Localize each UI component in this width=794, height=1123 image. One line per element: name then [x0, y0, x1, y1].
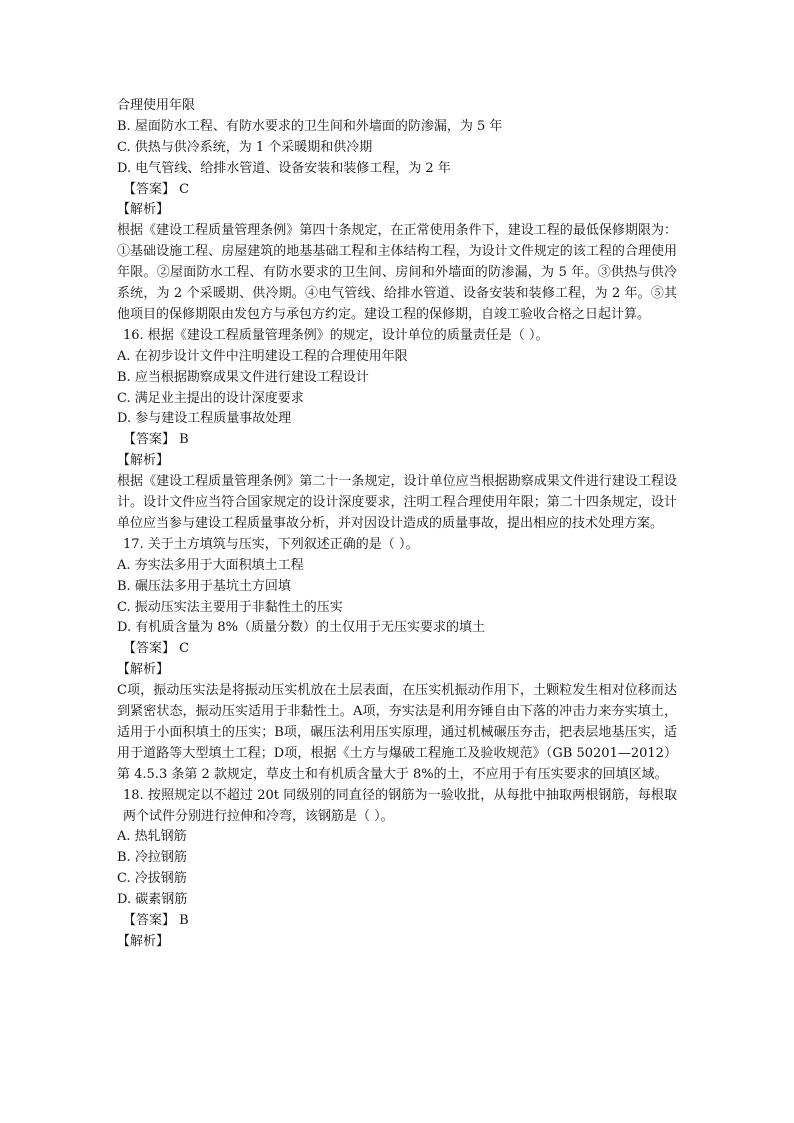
option-c: C. 冷拔钢筋 [117, 871, 187, 887]
answer: 【答案】 B [123, 912, 189, 928]
question-continuation: 合理使用年限 [117, 98, 196, 113]
question-text: 16. 根据《建设工程质量管理条例》的规定，设计单位的质量责任是（ ）。 [123, 327, 549, 343]
question-text: 18. 按照规定以不超过 20t 同级别的同直径的钢筋为一验收批，从每批中抽取两根钢筋，每根取两个试件分别进行拉伸和冷弯，该钢筋是（ ）。 [123, 787, 677, 824]
option-a: A. 热轧钢筋 [117, 829, 187, 845]
analysis-label: 【解析】 [117, 933, 170, 949]
option-d: D. 参与建设工程质量事故处理 [117, 411, 292, 427]
option-a: A. 夯实法多用于大面积填土工程 [117, 557, 304, 573]
option-b: B. 应当根据勘察成果文件进行建设工程设计 [117, 369, 369, 385]
analysis-label: 【解析】 [117, 662, 170, 678]
option-c: C. 满足业主提出的设计深度要求 [117, 390, 304, 406]
option-b: B. 碾压法多用于基坑土方回填 [117, 578, 291, 594]
analysis-label: 【解析】 [117, 202, 170, 218]
option-d: D. 碳素钢筋 [117, 892, 188, 908]
option-d: D. 有机质含量为 8%（质量分数）的土仅用于无压实要求的填土 [117, 620, 485, 636]
analysis-text: C项，振动压实法是将振动压实机放在土层表面，在压实机振动作用下，土颗粒发生相对位移而达到紧密状态，振动压实适用于非黏性土。A项，夯实法是利用夯锤自由下落的冲击力来夯实填土，适用于小面积填土的压实；B项，碾压法利用压实原理，通过机械碾压夯击，把表层地基压实，适用于道路等大型填土工程；D项，根据《土方与爆破工程施工及验收规范》（GB 50201—2012）第 4.5.3 条第 2 款规定，草皮土和有机质含量大于 8%的土，不应用于有压实要求的回填区域。 [117, 683, 677, 782]
document-page [117, 96, 677, 953]
option-c: C. 供热与供冷系统，为 1 个采暖期和供冷期 [117, 139, 373, 155]
option-b: B. 冷拉钢筋 [117, 850, 187, 866]
option-d: D. 电气管线、给排水管道、设备安装和装修工程，为 2 年 [117, 160, 451, 176]
question-17 [117, 535, 677, 786]
analysis-text: 根据《建设工程质量管理条例》第二十一条规定，设计单位应当根据勘察成果文件进行建设工程设计。设计文件应当符合国家规定的设计深度要求，注明工程合理使用年限；第二十四条规定，设计单位应当参与建设工程质量事故分析，并对因设计造成的质量事故，提出相应的技术处理方案。 [117, 474, 677, 531]
option-b: B. 屋面防水工程、有防水要求的卫生间和外墙面的防渗漏，为 5 年 [117, 118, 503, 134]
option-a: A. 在初步设计文件中注明建设工程的合理使用年限 [117, 348, 408, 364]
question-text: 17. 关于土方填筑与压实，下列叙述正确的是（ ）。 [123, 536, 419, 552]
answer: 【答案】 C [123, 181, 190, 197]
option-c: C. 振动压实法主要用于非黏性土的压实 [117, 599, 343, 615]
question-15-tail [117, 96, 677, 326]
answer: 【答案】 C [123, 641, 190, 657]
question-16 [117, 326, 677, 535]
answer: 【答案】 B [123, 432, 189, 448]
analysis-label: 【解析】 [117, 453, 170, 469]
question-18 [117, 786, 677, 953]
analysis-text: 根据《建设工程质量管理条例》第四十条规定，在正常使用条件下，建设工程的最低保修期限为：①基础设施工程、房屋建筑的地基基础工程和主体结构工程，为设计文件规定的该工程的合理使用年限。②屋面防水工程、有防水要求的卫生间、房间和外墙面的防渗漏，为 5 年。③供热与供冷系统，为 2 个采暖期、供冷期。④电气管线、给排水管道、设备安装和装修工程，为 2 年。⑤其他项目的保修期限由发包方与承包方约定。建设工程的保修期，自竣工验收合格之日起计算。 [117, 223, 677, 322]
